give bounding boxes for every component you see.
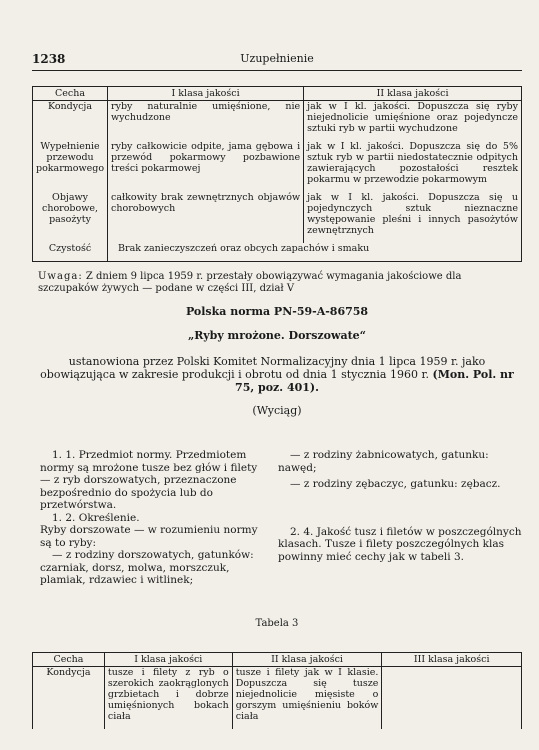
table-row <box>33 192 522 243</box>
table-cell: ryby naturalnie umięśnione, nie wychudzone <box>108 101 304 142</box>
column-header: II klasa jakości <box>232 653 382 667</box>
header-rule <box>32 70 522 71</box>
table-cell: Czystość <box>33 243 108 262</box>
table-cell: jak w I kl. jakości. Dopuszcza się do 5% sztuk ryb w partii niedostatecznie odpitych zawierających pozostałości resztek pokarmu w przewodzie pokarmowym <box>304 141 522 192</box>
column-header: I klasa jakości <box>104 653 232 667</box>
paragraph: — z rodziny dorszowatych, gatunków: czarniak, dorsz, molwa, morszczuk, plamiak, rdzawiec i witlinek; <box>40 549 254 586</box>
page-header <box>32 52 522 68</box>
table-label: Tabela 3 <box>255 618 299 629</box>
paragraph: — z rodziny żabnicowatych, gatunku: nawęd; <box>278 449 489 474</box>
table-header-row <box>33 653 522 667</box>
paragraph: — z rodziny zębaczyc, gatunku: zębacz. <box>290 478 501 490</box>
note-text: Z dniem 9 lipca 1959 r. przestały obowiązywać wymagania jakościowe dla szczupaków żywych — podane w części III, dział V <box>38 271 462 294</box>
paragraph: 1. 2. Określenie. <box>52 511 140 524</box>
table-header-row <box>33 87 522 101</box>
quality-table-3 <box>32 652 522 729</box>
column-header: Cecha <box>33 87 108 101</box>
establishment-paragraph <box>32 355 522 394</box>
establishment-text: ustanowiona przez Polski Komitet Normalizacyjny dnia 1 lipca 1959 r. jako obowiązująca w zakresie produkcji i obrotu od dnia 1 stycznia 1960 r. <box>40 355 486 381</box>
table-cell: Wypełnienie przewodu pokarmowego <box>33 141 108 192</box>
running-title: Uzupełnienie <box>240 52 314 65</box>
table-cell: tusze i filety z ryb o szerokich zaokrąglonych grzbietach i dobrze umięśnionych bokach ciała <box>104 667 232 730</box>
paragraph: 2. 4. Jakość tusz i filetów w poszczególnych klasach. Tusze i filety poszczególnych klas powinny mieć cechy jak w tabeli 3. <box>278 525 522 563</box>
table-cell: Objawy chorobowe, pasożyty <box>33 192 108 243</box>
table-cell-span: Brak zanieczyszczeń oraz obcych zapachów i smaku <box>108 243 522 262</box>
column-header: I klasa jakości <box>108 87 304 101</box>
extract-label: (Wyciąg) <box>252 404 302 417</box>
table-row <box>33 101 522 142</box>
norm-title: „Ryby mrożone. Dorszowate“ <box>187 329 367 342</box>
table-cell <box>382 667 522 730</box>
table-row <box>33 141 522 192</box>
page-number: 1238 <box>32 52 66 66</box>
note-paragraph <box>38 271 522 295</box>
column-header: III klasa jakości <box>382 653 522 667</box>
table-cell: ryby całkowicie odpite, jama gębowa i przewód pokarmowy pozbawione treści pokarmowej <box>108 141 304 192</box>
table-cell: Kondycja <box>33 101 108 142</box>
paragraph: Ryby dorszowate — w rozumieniu normy są to ryby: <box>40 524 258 549</box>
table-cell: całkowity brak zewnętrznych objawów chorobowych <box>108 192 304 243</box>
table-cell: tusze i filety jak w I klasie. Dopuszcza się tusze niejednolicie mięsiste o gorszym umięśnieniu boków ciała <box>232 667 382 730</box>
table-cell: jak w I kl. jakości. Dopuszcza się u pojedynczych sztuk nieznaczne występowanie pleśni i innych pasożytów zewnętrznych <box>304 192 522 243</box>
table-row <box>33 667 522 730</box>
right-column <box>278 449 522 563</box>
table-cell: jak w I kl. jakości. Dopuszcza się ryby niejednolicie umięśnione oraz pojedyncze sztuki ryb w partii wychudzone <box>304 101 522 142</box>
column-header: II klasa jakości <box>304 87 522 101</box>
paragraph: 1. 1. Przedmiot normy. Przedmiotem normy są mrożone tusze bez głów i filety — z ryb dorszowatych, przeznaczone bezpośrednio do spożycia lub do przetwórstwa. <box>40 449 258 511</box>
left-column <box>40 449 262 587</box>
quality-table-live-fish <box>32 86 522 262</box>
norm-number: Polska norma PN-59-A-86758 <box>185 305 369 318</box>
establishment-ref: (Mon. Pol. nr 75, poz. 401). <box>235 368 514 394</box>
note-label: Uwaga: <box>38 271 83 282</box>
column-header: Cecha <box>33 653 105 667</box>
table-cell: Kondycja <box>33 667 105 730</box>
table-row <box>33 243 522 262</box>
